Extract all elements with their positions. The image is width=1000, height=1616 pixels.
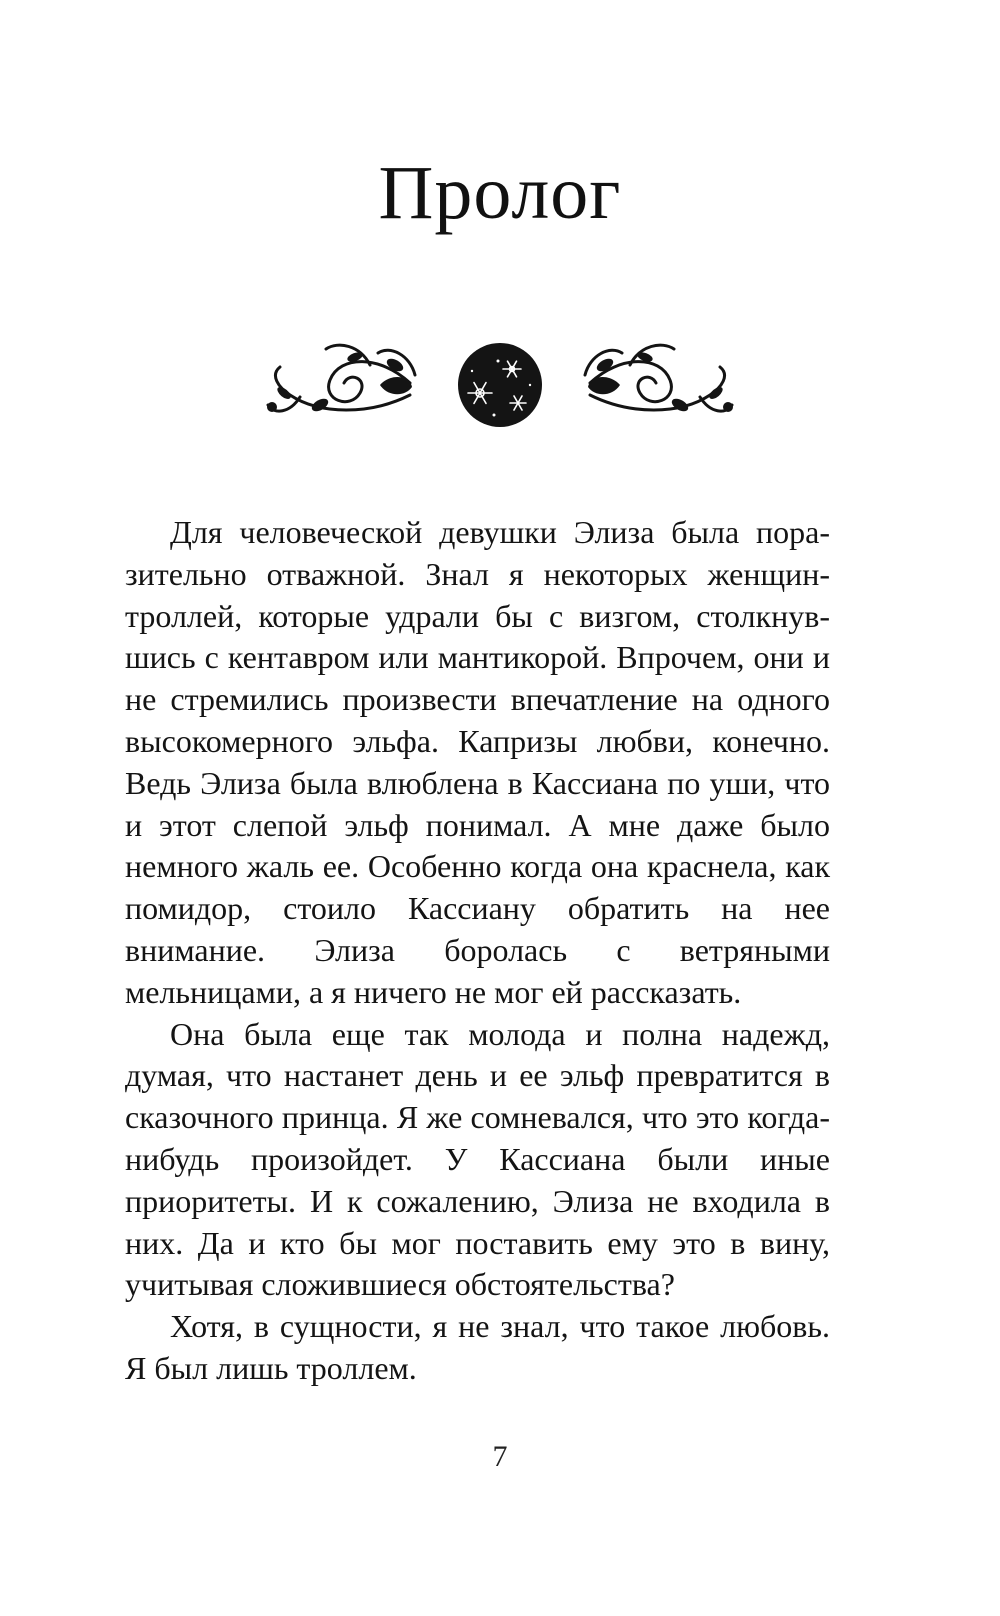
- chapter-title: Пролог: [378, 151, 622, 235]
- chapter-body: [125, 512, 830, 1390]
- paragraph-2: Она была еще так молода и полна надежд, думая, что настанет день и ее эльф превратится в сказочного принца. Я же сомневался, что это когда-нибудь произойдет. У Кассиана были иные приоритеты. И к сожалению, Элиза не входила в них. Да и кто бы мог поставить ему это в вину, учитывая сложившиеся обстоятельства?: [125, 1015, 830, 1303]
- paragraph-3: Хотя, в сущности, я не знал, что такое любовь. Я был лишь троллем.: [125, 1308, 830, 1386]
- floral-snowflake-ornament-icon: [260, 335, 740, 435]
- paragraph-1: Для человеческой девушки Элиза была поразительно отважной. Знал я некоторых женщин-троллей, которые удрали бы с визгом, столкнувшись с кентавром или мантикорой. Впрочем, они и не стремились произвести впечатление на одного высокомерного эльфа. Капризы любви, конечно. Ведь Элиза была влюблена в Кассиана по уши, что и этот слепой эльф понимал. А мне даже было немного жаль ее. Особенно когда она краснела, как помидор, стоило Кассиану обратить на нее внимание. Элиза боролась с ветряными мельницами, а я ничего не мог ей рассказать.: [125, 514, 830, 1010]
- page-number: 7: [492, 1440, 508, 1473]
